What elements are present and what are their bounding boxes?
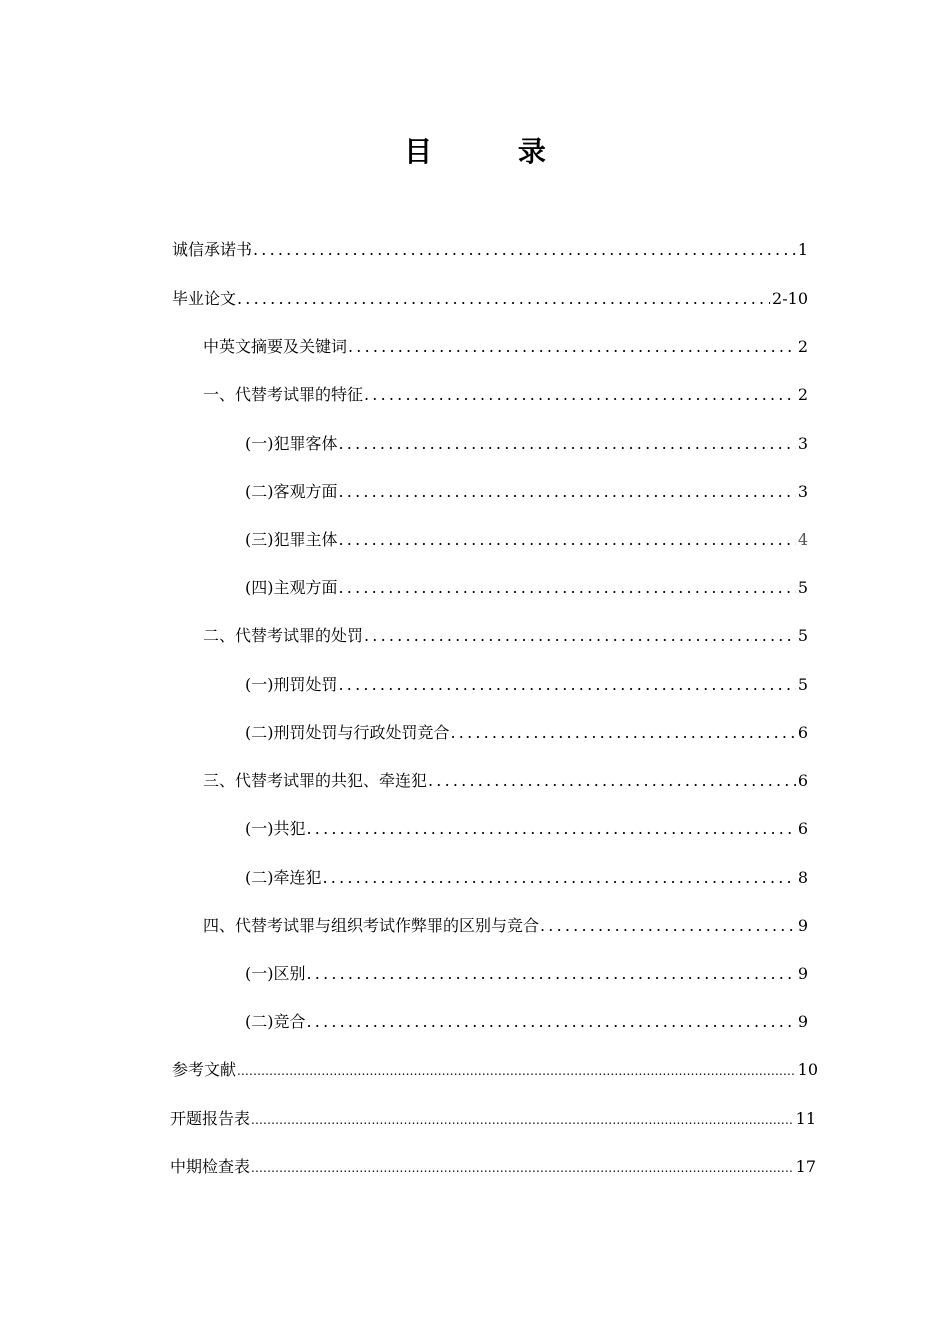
toc-entry-label: (一)区别 (245, 964, 306, 983)
toc-entry-page: 3 (797, 434, 808, 453)
toc-leader (251, 1107, 794, 1133)
toc-entry[interactable] (203, 382, 808, 408)
toc-entry-label: (一)共犯 (245, 819, 306, 838)
toc-entry[interactable] (245, 527, 808, 553)
toc-leader (428, 768, 796, 794)
toc-entry[interactable] (245, 479, 808, 505)
toc-entry-page: 5 (797, 578, 808, 597)
toc-entry[interactable] (203, 334, 808, 360)
toc-entry-label: (二)刑罚处罚与行政处罚竞合 (245, 723, 450, 742)
toc-entry-page: 11 (795, 1109, 816, 1128)
toc-entry-page: 3 (797, 482, 808, 501)
toc-entry-page: 9 (797, 916, 808, 935)
toc-entry-page: 17 (795, 1157, 816, 1176)
toc-entry[interactable] (245, 720, 808, 746)
toc-entry-label: (二)客观方面 (245, 482, 338, 501)
toc-entry-page: 6 (797, 819, 808, 838)
toc-leader (364, 623, 796, 649)
toc-leader (237, 1058, 796, 1084)
toc-entry-label: 一、代替考试罪的特征 (203, 385, 364, 404)
toc-entry-page: 2 (797, 337, 808, 356)
toc-entry[interactable] (203, 623, 808, 649)
toc-entry[interactable] (245, 865, 808, 891)
toc-entry-page: 1 (797, 240, 808, 259)
toc-entry-label: 毕业论文 (172, 289, 237, 308)
toc-entry-label: 二、代替考试罪的处罚 (203, 626, 364, 645)
toc-entry-label: 中英文摘要及关键词 (203, 337, 348, 356)
toc-leader (339, 479, 796, 505)
toc-entry[interactable] (170, 1106, 816, 1132)
toc-entry[interactable] (245, 961, 808, 987)
toc-leader (307, 1009, 796, 1035)
toc-entry-label: 四、代替考试罪与组织考试作弊罪的区别与竞合 (203, 916, 540, 935)
toc-entry[interactable] (245, 816, 808, 842)
toc-leader (364, 382, 796, 408)
toc-entry-label: 开题报告表 (170, 1109, 251, 1128)
toc-leader (348, 334, 796, 360)
toc-leader (251, 1155, 794, 1181)
toc-entry[interactable] (172, 1057, 818, 1083)
toc-entry-page: 8 (797, 868, 808, 887)
toc-entry-page: 5 (797, 626, 808, 645)
toc-entry-page: 10 (797, 1060, 818, 1079)
toc-entry[interactable] (245, 672, 808, 698)
toc-leader (339, 672, 796, 698)
toc-leader (451, 720, 796, 746)
toc-entry-page: 9 (797, 964, 808, 983)
toc-entry-page: 2-10 (772, 289, 808, 308)
toc-leader (253, 237, 796, 263)
toc-entry[interactable] (170, 1154, 816, 1180)
toc-leader (323, 865, 796, 891)
toc-leader (540, 913, 796, 939)
toc-entry-label: 诚信承诺书 (172, 240, 253, 259)
toc-entry[interactable] (172, 237, 808, 263)
toc-entry-label: (一)刑罚处罚 (245, 675, 338, 694)
toc-leader (339, 431, 796, 457)
toc-leader (307, 816, 796, 842)
toc-entry-page: 6 (797, 723, 808, 742)
toc-entry[interactable] (172, 286, 808, 312)
toc-leader (237, 286, 770, 312)
toc-entry[interactable] (203, 768, 808, 794)
toc-entry-label: (二)竞合 (245, 1012, 306, 1031)
toc-leader (339, 575, 796, 601)
toc-entry-label: (四)主观方面 (245, 578, 338, 597)
toc-leader (339, 527, 796, 553)
toc-entry-page: 9 (797, 1012, 808, 1031)
toc-entry-page: 5 (797, 675, 808, 694)
toc-entry[interactable] (245, 431, 808, 457)
toc-entry-label: (三)犯罪主体 (245, 530, 338, 549)
toc-entry-label: 中期检查表 (170, 1157, 251, 1176)
toc-entry-page: 4 (797, 530, 808, 549)
toc-entry[interactable] (245, 575, 808, 601)
toc-entry-label: 三、代替考试罪的共犯、牵连犯 (203, 771, 428, 790)
toc-entry-label: 参考文献 (172, 1060, 237, 1079)
toc-entry-label: (二)牵连犯 (245, 868, 322, 887)
toc-title: 目 录 (404, 135, 584, 168)
toc-entry-page: 6 (797, 771, 808, 790)
toc-entry-page: 2 (797, 385, 808, 404)
toc-entry[interactable] (203, 913, 808, 939)
toc-entry-label: (一)犯罪客体 (245, 434, 338, 453)
toc-entry[interactable] (245, 1009, 808, 1035)
toc-leader (307, 961, 796, 987)
